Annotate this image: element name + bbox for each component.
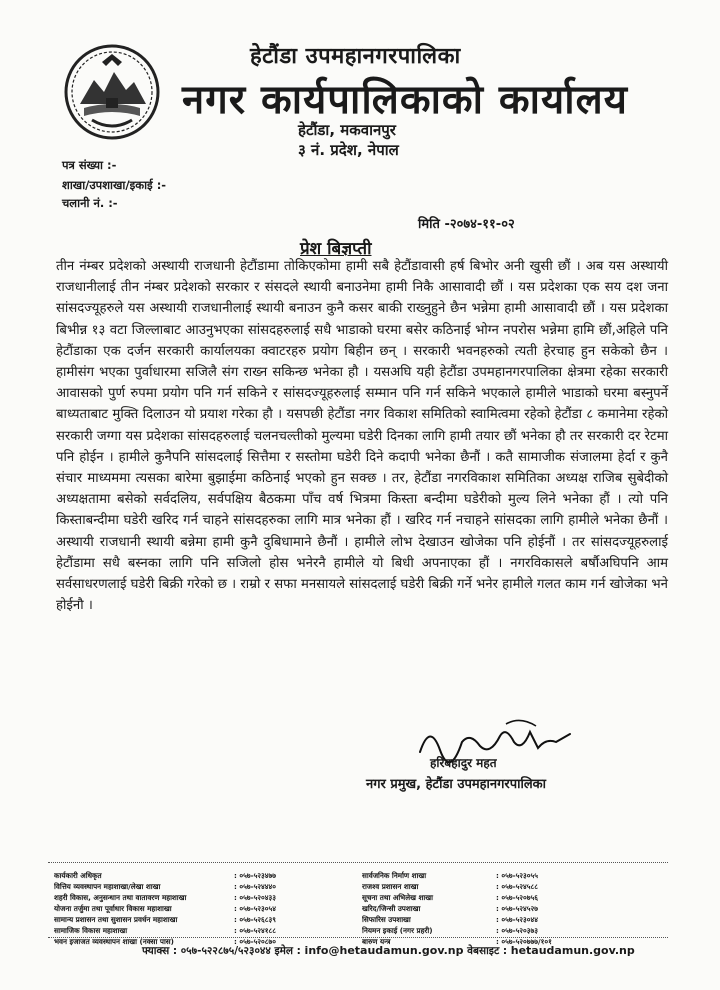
office-phone: : ०५७-५२३०४४ <box>496 915 538 924</box>
office-phone: : ०५७-५२३४७७ <box>234 871 276 880</box>
signer-title: नगर प्रमुख, हेटौंडा उपमहानगरपालिका <box>366 777 547 792</box>
office-name: वित्तिय व्यवस्थापन महाशाखा/लेखा शाखा <box>54 882 161 891</box>
website-link[interactable]: hetaudamun.gov.np <box>510 944 635 957</box>
office-phone: : ०५७-५२०४३३ <box>234 893 276 902</box>
footer-contact-line <box>142 944 635 958</box>
office-phone: : ०५७-५२४५२७ <box>496 904 538 913</box>
address-line-2: ३ नं. प्रदेश, नेपाल <box>298 141 399 159</box>
office-name: सामान्य प्रशासन तथा सुशासन प्रवर्धन महाशाखा <box>54 915 178 924</box>
office-phone: : ०५७-५२६८३९ <box>234 915 276 924</box>
office-name: सामाजिक विकास महाशाखा <box>54 926 128 935</box>
footer-right-offices <box>362 870 502 947</box>
office-phone: : ०५७-५२०७५६ <box>496 893 538 902</box>
footer-right-phones <box>496 870 616 947</box>
office-name: योजना तर्जुमा तथा पूर्वाधार विकास महाशाखा <box>54 904 172 913</box>
office-phone: : ०५७-५२३०५४ <box>234 904 276 913</box>
letter-date: मिति -२०७४-११-०२ <box>418 217 515 232</box>
body-paragraph: तीन नंम्बर प्रदेशको अस्थायी राजधानी हेटौंडामा तोकिएकोमा हामी सबै हेटौंडावासी हर्ष बिभोर अनी खुसी छौं । अब यस अस्थायी राजधानीलाई तीन नंम्बर प्रदेशको सरकार र संसदले स्थायी बनाउनेमा हामी निकै आसावादी छौं । यस प्रदेशका एक सय दश जना सांसदज्यूहरुले यस अस्थायी राजधानीलाई स्थायी बनाउन कुनै कसर बाकी राख्नुहुने छैन भन्नेमा हामी आसावादी छौं । यस प्रदेशका बिभीन्न १३ वटा जिल्लाबाट आउनुभएका सांसदहरुलाई सधै भाडाको घरमा बसेर कठिनाई भोग्न नपरोस भन्नेमा हामि छौं,अहिले पनि हेटौंडाका एक दर्जन सरकारी कार्यालयका क्वाटरहरु प्रयोग बिहीन छन् । सरकारी भवनहरुको त्यती हेरचाह हुन सकेको छैन । हामीसंग भएका पुर्वाधारमा सजिलै संग राख्न सकिन्छ भनेका हौ । यसअघि यही हेटौंडा उपमहानगरपालिका क्षेत्रमा रहेका सरकारी आवासको पुर्ण रुपमा प्रयोग पनि गर्न सकिने र सांसदज्यूहरुलाई सम्मान पनि गर्न सकिने भएकाले हामीले भाडाको घरमा बस्नुपर्ने बाध्यताबाट मुक्ति दिलाउन यो प्रयाश गरेका हौ । यसपछी हेटौंडा नगर विकाश समितिको स्वामित्वमा रहेको हेटौंडा ८ कमानेमा रहेको सरकारी जग्गा यस प्रदेशका सांसदहरुलाई चलनचल्तीको मुल्यमा घडेरी दिनका लागि हामी तयार छौं भनेका हौ तर सरकारी दर रेटमा पनि होईन । हामीले कुनैपनि सांसदलाई सित्तैमा र सस्तोमा घडेरी दिने कदापी भनेका छैनौं । कतै सामाजीक संजालमा हेर्दा र कुनै संचार माध्यममा त्यसका बारेमा बुझाईमा कठिनाई भएको हुन सक्छ । तर, हेटौंडा नगरविकाश समितिका अध्यक्ष राजिब सुबेदीको अध्यक्षतामा बसेको सर्वदलिय, सर्वपक्षिय बैठकमा पाँच वर्ष भित्रमा किस्ता बन्दीमा घडेरीको मुल्य लिने भनेका हौं । त्यो पनि किस्ताबन्दीमा घडेरी खरिद गर्न चाहने सांसदहरुका लागि मात्र भनेका हौं । खरिद गर्न नचाहने सांसदका लागि हामीले भनेका छैनौं । अस्थायी राजधानी स्थायी बन्नेमा हामी कुनै दुबिधामाने छैनौं । हामीले लोभ देखाउन खोजेका पनि होईनौं । तर सांसदज्यूहरुलाई हेटौंडामा सधै बस्नका लागि पनि सजिलो होस भनेरनै हामीले यो बिधी अपनाएका हौं । नगरविकासले बर्षौअघिपनि आम सर्वसाधरणलाई घडेरी बिक्री गरेको छ । राम्रो र सफा मनसायले सांसदलाई घडेरी बिक्री गर्ने भनेर हामीले गलत काम गर्न खोजेका भने होईनौ । <box>56 259 668 614</box>
office-name: भवन इजाजत व्यवस्थापन शाखा (नक्सा पास) <box>54 937 174 946</box>
office-name: सिफारिस उपशाखा <box>362 915 411 924</box>
fax-label: फ्याक्स : ०५७-५२२८७५/५२३०४४ इमेल : <box>142 945 301 957</box>
office-name: बारुण यन्त्र <box>362 937 391 946</box>
dispatch-number-label: चलानी नं. :- <box>62 196 118 210</box>
office-name: सार्वजनिक निर्माण शाखा <box>362 871 427 880</box>
press-release-body <box>56 256 668 616</box>
office-phone: : ०५७-५२०८७० <box>234 937 276 946</box>
address-line-1: हेटौंडा, मकवानपुर <box>298 121 396 139</box>
office-name: खरिद/जिन्सी उपशाखा <box>362 904 421 913</box>
office-name: कार्यकारी अधिकृत <box>54 871 102 880</box>
office-phone: : ०५७-५२३०५५ <box>496 871 538 880</box>
office-phone: : ०५७-५२४४४० <box>234 882 276 891</box>
footer-left-phones <box>234 870 324 947</box>
branch-label: शाखा/उपशाखा/इकाई :- <box>62 178 167 192</box>
office-name: नियमन इकाई (नगर प्रहरी) <box>362 926 433 935</box>
email-link[interactable]: info@hetaudamun.gov.np <box>304 944 464 957</box>
office-phone: : ०५७-५२४१८८ <box>234 926 276 935</box>
website-label: वेबसाइट : <box>467 945 508 957</box>
office-name: शहरी विकास, अनुसन्धान तथा वातावरण महाशाखा <box>54 893 187 902</box>
footer-left-offices <box>54 870 234 947</box>
office-phone: : ०५७-५२०३७३ <box>496 926 538 935</box>
office-name: राजश्व प्रशासन शाखा <box>362 882 419 891</box>
office-phone: : ०५७-५२०७७७/१०१ <box>496 937 552 946</box>
office-name: सूचना तथा अभिलेख शाखा <box>362 893 433 902</box>
org-title: नगर कार्यपालिकाको कार्यालय <box>182 77 628 123</box>
letter-number-label: पत्र संख्या :- <box>62 158 117 172</box>
press-release-heading: प्रेश बिज्ञप्ती <box>300 239 372 259</box>
org-subtitle: हेटौंडा उपमहानगरपालिका <box>250 44 461 69</box>
signer-name: हरिबहादुर महत <box>430 756 497 770</box>
nepal-emblem-icon <box>62 42 162 142</box>
office-phone: : ०५७-५२४५८८ <box>496 882 538 891</box>
